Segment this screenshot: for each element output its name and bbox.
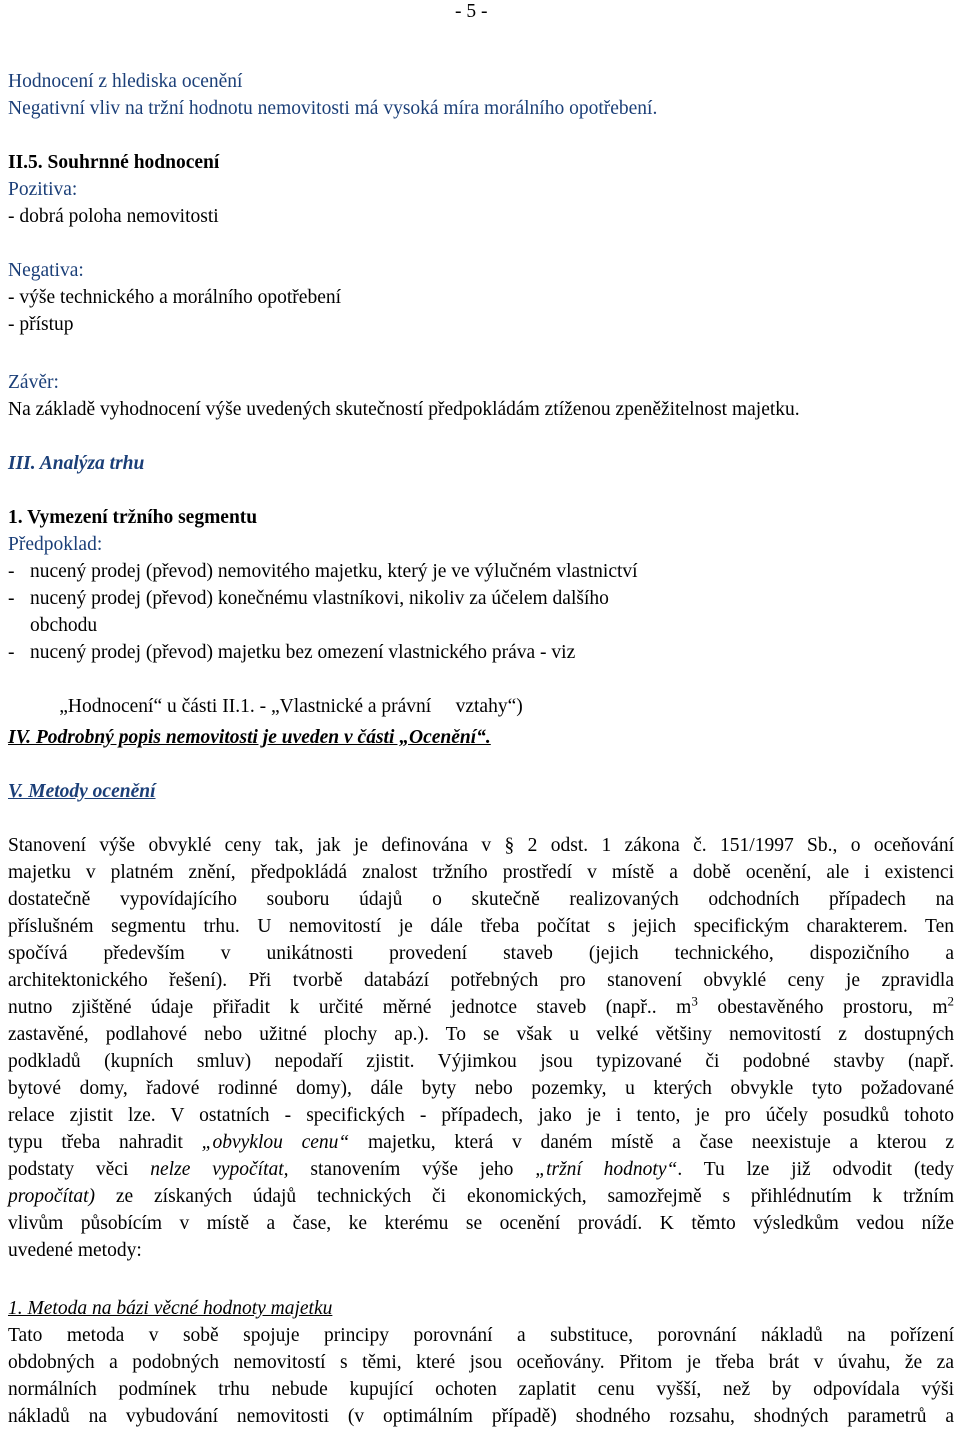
- assumption-item: - nucený prodej (převod) majetku bez omezení vlastnického práva - viz: [8, 639, 954, 666]
- assumption-item: - nucený prodej (převod) nemovitého majetku, který je ve výlučném vlastnictví: [8, 558, 954, 585]
- dash-bullet: -: [8, 561, 15, 582]
- positives-label: Pozitiva:: [8, 179, 78, 200]
- valuation-methods-paragraph: Stanovení výše obvyklé ceny tak, jak je definována v § 2 odst. 1 zákona č. 151/1997 Sb., o oceňování majetku v platném znění, předpokládá znalost tržního prostředí v místě a době ocenění, ale i existenci dostatečně vypovídajícího souboru údajů o skutečně realizovaných odchodních případech na příslušném segmentu trhu. U nemovitostí je dále třeba počítat s jejich specifickým charakterem. Ten spočívá především v unikátnosti provedení staveb (jejich technického, dispozičního a architektonického řešení). Při tvorbě databází potřebných pro stanovení obvyklé ceny je zpravidla nutno zjištěné údaje přiřadit k určité měrné jednotce staveb (např.. $m^3$ obestavěného prostoru, $m^2$ zastavěné, podlahové nebo užitné plochy ap.). To se však u velké většiny nemovitostí z dostupných podkladů (kupních smluv) nepodaří zjistit. Výjimkou jsou typizované či podobné stavby (např. bytové domy, řadové rodinné domy), dále byty nebo pozemky, u kterých obvykle tyto požadované relace zjistit lze. V ostatních - specifických - případech, jako je i tento, je pro účely posudků tohoto typu třeba nahradit „obvyklou cenu“ majetku, která v daném místě a čase neexistuje a kterou z podstaty věci nelze vypočítat, stanovením výše jeho „tržní hodnoty“. Tu lze již odvodit (tedy propočítat) ze získaných údajů technických či ekonomických, samozřejmě s přihlédnutím k tržním vlivům působícím v místě a čase, ke kterému se ocenění provádí. K těmto výsledkům vedou níže uvedené metody:: [8, 835, 955, 1261]
- dash-bullet: -: [8, 588, 15, 609]
- negatives-block: [8, 257, 954, 338]
- assumption-label: Předpoklad:: [8, 534, 103, 555]
- dash-bullet: -: [8, 642, 15, 663]
- market-analysis-heading: III. Analýza trhu: [8, 453, 145, 474]
- negatives-label: Negativa:: [8, 260, 84, 281]
- market-analysis-heading-block: [8, 450, 954, 477]
- assumption-item-continuation: „Hodnocení“ u části II.1. - „Vlastnické a právní vztahy“): [59, 696, 523, 717]
- summary-block: [8, 149, 954, 230]
- valuation-methods-heading: V. Metody ocenění: [8, 781, 156, 802]
- method1-block: 1. Metoda na bázi věcné hodnoty majetku Tato metoda v sobě spojuje principy porovnání a substituce, porovnání nákladů na pořízení obdobných a podobných nemovitostí s těmi, které jsou oceňovány. Přitom je třeba brát v úvahu, že za normálních podmínek trhu nebude kupující ochoten zaplatit cenu vyšší, než by odpovídala výši nákladů na vybudování nemovitosti (v optimálním případě) shodného rozsahu, shodných parametrů a: [8, 1295, 954, 1430]
- assumption-item: - nucený prodej (převod) konečnému vlastníkovi, nikoliv za účelem dalšího: [8, 585, 954, 612]
- evaluation-heading: Hodnocení z hlediska ocenění: [8, 71, 243, 92]
- property-description-heading: IV. Podrobný popis nemovitosti je uveden v části „Ocenění“.: [8, 727, 491, 748]
- market-segment-block: [8, 504, 954, 747]
- conclusion-text: Na základě vyhodnocení výše uvedených skutečností předpokládám ztíženou zpeněžitelnost majetku.: [8, 399, 800, 420]
- section5-heading-block: [8, 778, 954, 805]
- conclusion-block: [8, 369, 954, 423]
- method1-heading: 1. Metoda na bázi věcné hodnoty majetku: [8, 1298, 333, 1319]
- market-segment-heading: 1. Vymezení tržního segmentu: [8, 507, 258, 528]
- assumption-item-continuation: obchodu: [30, 615, 98, 636]
- evaluation-text: Negativní vliv na tržní hodnotu nemovitosti má vysoká míra morálního opotřebení.: [8, 98, 658, 119]
- page-number: - 5 -: [455, 1, 488, 22]
- negative-item: - přístup: [8, 314, 74, 335]
- positive-item: - dobrá poloha nemovitosti: [8, 206, 219, 227]
- evaluation-block: [8, 68, 954, 122]
- section4-block: [8, 724, 954, 751]
- summary-heading: II.5. Souhrnné hodnocení: [8, 152, 220, 173]
- conclusion-label: Závěr:: [8, 372, 59, 393]
- negative-item: - výše technického a morálního opotřebení: [8, 287, 342, 308]
